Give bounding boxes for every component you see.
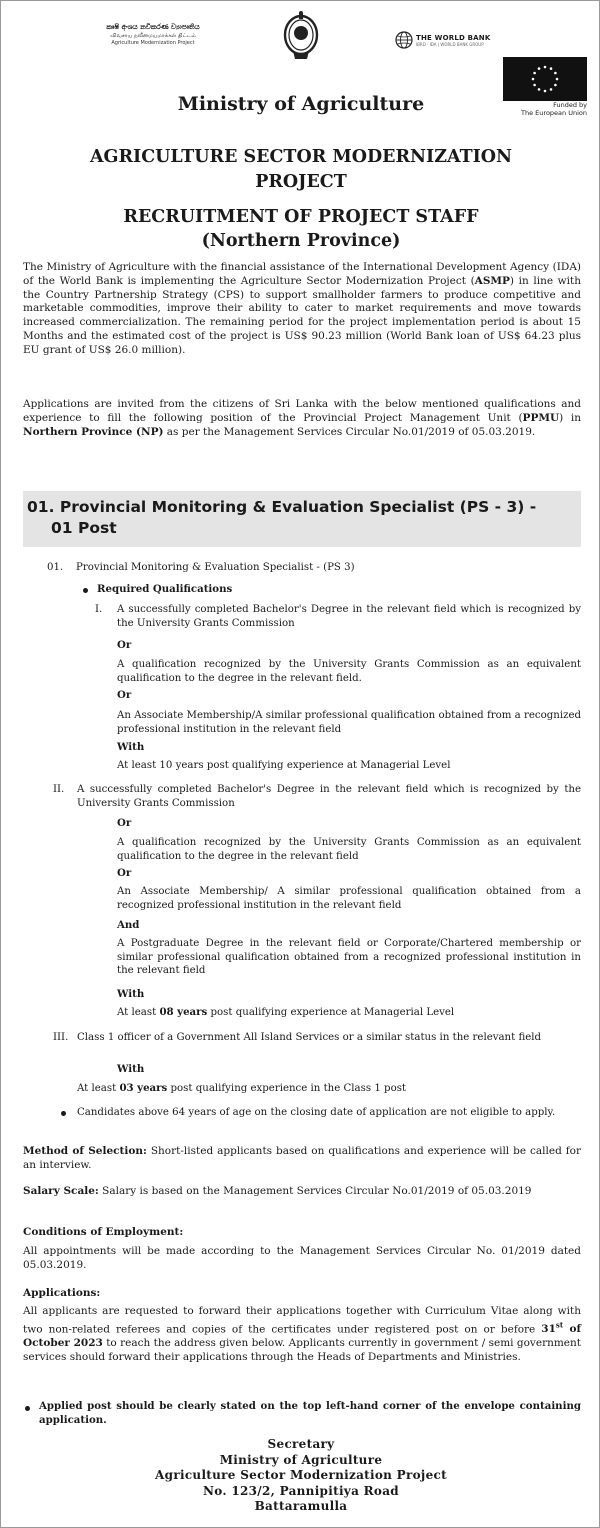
world-bank-sub: IBRD · IDA | WORLD BANK GROUP xyxy=(416,41,484,47)
banner-line2: 01 Post xyxy=(51,519,117,537)
intro-paragraph-1 xyxy=(23,261,581,358)
bullet-age xyxy=(61,1111,66,1116)
position-heading-number: 01. xyxy=(47,562,64,573)
salary-scale-label: Salary Scale: xyxy=(23,1185,99,1197)
required-qualifications-label: Required Qualifications xyxy=(97,583,233,595)
applications-text xyxy=(23,1305,581,1365)
address-line1: Secretary xyxy=(267,1437,335,1451)
q3-b-text-c: post qualifying experience in the Class 1 post xyxy=(167,1083,407,1094)
intro-p2-text-b: ) in xyxy=(559,411,582,424)
q2-e-text-c: post qualifying experience at Managerial Level xyxy=(207,1007,455,1018)
project-title-line2: PROJECT xyxy=(255,172,347,192)
q1-or-2: Or xyxy=(117,689,132,701)
eu-caption-line1: Funded by xyxy=(553,101,587,109)
q2-and: And xyxy=(117,919,140,931)
q1-with: With xyxy=(117,741,145,753)
q3-b-text-a: At least xyxy=(77,1083,120,1094)
salary-scale xyxy=(23,1185,581,1199)
q3-a: Class 1 officer of a Government All Island Services or a similar status in the relevant field xyxy=(77,1032,542,1043)
q3-b xyxy=(77,1082,406,1096)
position-heading-text: Provincial Monitoring & Evaluation Specialist - (PS 3) xyxy=(76,562,355,573)
q3-number: III. xyxy=(53,1032,69,1043)
asmp-logo xyxy=(93,23,213,47)
intro-p1-text-b: ) in line with the Country Partnership Strategy (CPS) to support smallholder farmers to produce competitive and marketable commodities, improve their ability to cater to market requirements and move towards increased commercialization. The remaining period for the project implementation period is about 15 Months and the estimated cost of the project is US$ 90.23 million (World Bank loan of US$ 64.23 plus EU grant of US$ 26.0 million). xyxy=(23,274,581,356)
q2-with: With xyxy=(117,988,145,1000)
method-of-selection xyxy=(23,1145,581,1173)
q3-with: With xyxy=(117,1063,145,1075)
recruitment-title xyxy=(41,205,561,253)
address-line5: Battaramulla xyxy=(254,1499,348,1513)
address-line2: Ministry of Agriculture xyxy=(219,1452,383,1467)
address-block xyxy=(1,1437,600,1515)
q2-number: II. xyxy=(53,784,65,795)
banner-line1: 01. Provincial Monitoring & Evaluation Specialist (PS - 3) - xyxy=(27,498,537,516)
eu-caption-line2: The European Union xyxy=(521,108,587,117)
project-title xyxy=(61,145,541,195)
asmp-logo-tamil: விவசாய நவீனமயமாக்கல் திட்டம் xyxy=(110,33,196,39)
address-line3: Agriculture Sector Modernization Project xyxy=(155,1468,447,1482)
position-banner xyxy=(23,491,581,547)
closing-date-day: 31 xyxy=(541,1323,556,1336)
ministry-title: Ministry of Agriculture xyxy=(177,93,425,115)
asmp-logo-sinhala: කෘෂි අංශය නවීකරණ ව්‍යාපෘතිය xyxy=(106,23,200,31)
envelope-note: Applied post should be clearly stated on the top left-hand corner of the envelope containing application. xyxy=(39,1400,581,1426)
recruitment-title-line2: (Northern Province) xyxy=(201,231,401,251)
age-note: Candidates above 64 years of age on the closing date of application are not eligible to apply. xyxy=(77,1107,556,1118)
intro-northern-province: Northern Province (NP) xyxy=(23,425,164,438)
q1-b: A qualification recognized by the University Grants Commission as an equivalent qualification to the degree in the relevant field. xyxy=(117,659,581,684)
q1-number: I. xyxy=(95,604,103,615)
method-of-selection-text: Short-listed applicants based on qualifications and experience will be called for an interview. xyxy=(23,1145,581,1171)
recruitment-title-line1: RECRUITMENT OF PROJECT STAFF xyxy=(123,207,479,227)
intro-p1-text-a: The Ministry of Agriculture with the financial assistance of the International Development Agency (IDA) of the World Bank is implementing the Agriculture Sector Modernization Project ( xyxy=(23,261,581,287)
bullet-required xyxy=(83,588,88,593)
q2-or-2: Or xyxy=(117,867,132,879)
intro-p2-text-c: as per the Management Services Circular No.01/2019 of 05.03.2019. xyxy=(163,425,536,438)
q2-or-1: Or xyxy=(117,817,132,829)
project-title-line1: AGRICULTURE SECTOR MODERNIZATION xyxy=(89,147,513,167)
intro-asmp: ASMP xyxy=(474,274,510,287)
asmp-logo-english: Agriculture Modernization Project xyxy=(111,40,195,46)
intro-paragraph-2 xyxy=(23,398,581,439)
bullet-envelope xyxy=(25,1406,30,1411)
closing-date-suffix: st xyxy=(555,1320,564,1330)
q2-e-text-a: At least xyxy=(117,1007,160,1018)
globe-icon xyxy=(395,31,413,49)
address-line4: No. 123/2, Pannipitiya Road xyxy=(203,1483,399,1498)
conditions-text: All appointments will be made according to the Management Services Circular No. 01/2019 dated 05.03.2019. xyxy=(23,1245,581,1271)
q1-d: At least 10 years post qualifying experience at Managerial Level xyxy=(117,760,451,771)
world-bank-logo xyxy=(395,31,490,49)
applications-label: Applications: xyxy=(23,1287,101,1299)
closing-date-rest: of October 2023 xyxy=(23,1323,581,1350)
q2-c: An Associate Membership/ A similar professional qualification obtained from a recognized professional institution in the relevant field xyxy=(117,886,581,911)
applications-text-a: All applicants are requested to forward their applications together with Curriculum Vitae along with two non-related referees and copies of the certificates under registered post on or before xyxy=(23,1305,581,1336)
method-of-selection-label: Method of Selection: xyxy=(23,1145,147,1157)
salary-scale-text: Salary is based on the Management Services Circular No.01/2019 of 05.03.2019 xyxy=(98,1185,532,1197)
q2-a: A successfully completed Bachelor's Degree in the relevant field which is recognized by the University Grants Commission xyxy=(77,784,581,809)
q1-a: A successfully completed Bachelor's Degree in the relevant field which is recognized by the University Grants Commission xyxy=(117,604,581,629)
q2-b: A qualification recognized by the University Grants Commission as an equivalent qualification to the degree in the relevant field xyxy=(117,837,581,862)
intro-ppmu: PPMU xyxy=(522,411,560,424)
q2-e xyxy=(117,1006,454,1020)
q2-e-years: 08 years xyxy=(159,1006,208,1018)
conditions-label: Conditions of Employment: xyxy=(23,1226,184,1238)
q3-b-years: 03 years xyxy=(119,1082,168,1094)
world-bank-name: THE WORLD BANK xyxy=(416,33,491,42)
q1-or-1: Or xyxy=(117,639,132,651)
sri-lanka-emblem-icon xyxy=(283,11,319,67)
q1-c: An Associate Membership/A similar professional qualification obtained from a recognized professional institution in the relevant field xyxy=(117,710,581,735)
applications-text-b: to reach the address given below. Applicants currently in government / semi government services should forward their applications through the Heads of Departments and Ministries. xyxy=(23,1337,582,1363)
q2-d: A Postgraduate Degree in the relevant field or Corporate/Chartered membership or similar professional qualification obtained from a recognized professional institution in the relevant field xyxy=(117,938,581,977)
intro-p2-text-a: Applications are invited from the citizens of Sri Lanka with the below mentioned qualifications and experience to fill the following position of the Provincial Project Management Unit ( xyxy=(23,398,581,424)
